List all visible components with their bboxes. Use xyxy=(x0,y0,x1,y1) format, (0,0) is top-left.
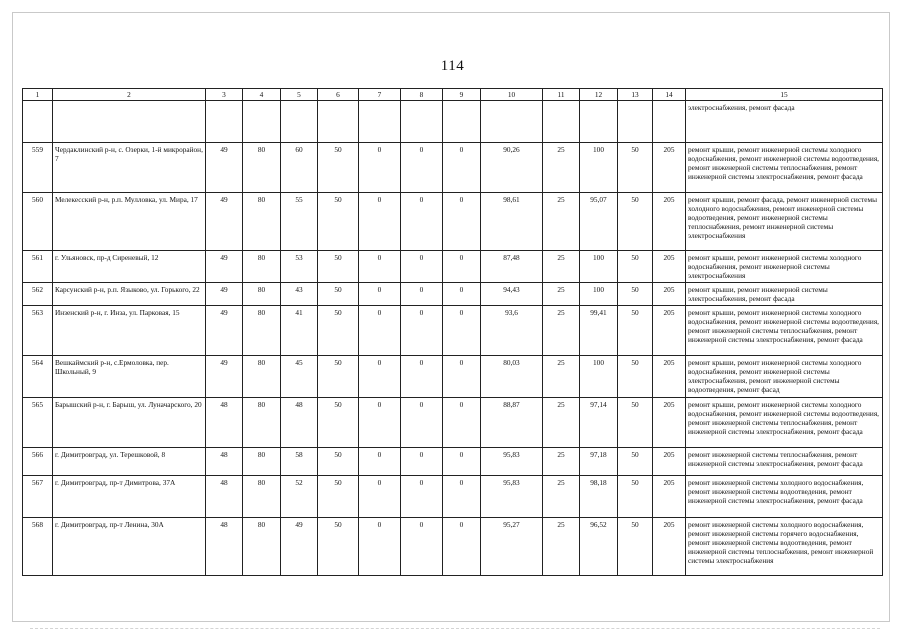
value-cell: 0 xyxy=(359,398,401,448)
value-cell: 80 xyxy=(243,143,281,193)
row-number: 568 xyxy=(23,518,53,576)
row-number: 565 xyxy=(23,398,53,448)
value-cell: 48 xyxy=(206,448,243,476)
value-cell: 205 xyxy=(653,283,686,306)
value-cell: 96,52 xyxy=(580,518,618,576)
value-cell: 25 xyxy=(543,251,580,283)
value-cell: 48 xyxy=(206,518,243,576)
works-cell: ремонт крыши, ремонт инженерной системы холодного водоснабжения, ремонт инженерной системы водоотведения, ремонт инженерной системы теплоснабжения, ремонт инженерной системы электроснабжения, ремонт фасада xyxy=(686,398,883,448)
row-number: 560 xyxy=(23,193,53,251)
works-cell: ремонт инженерной системы теплоснабжения, ремонт инженерной системы электроснабжения, ремонт фасада xyxy=(686,448,883,476)
value-cell: 49 xyxy=(206,193,243,251)
column-number: 5 xyxy=(281,89,318,101)
value-cell: 0 xyxy=(359,476,401,518)
value-cell: 100 xyxy=(580,356,618,398)
value-cell: 80 xyxy=(243,476,281,518)
value-cell: 0 xyxy=(401,356,443,398)
value-cell: 49 xyxy=(206,251,243,283)
table-row xyxy=(23,476,883,518)
row-number: 564 xyxy=(23,356,53,398)
table-row xyxy=(23,251,883,283)
value-cell: 0 xyxy=(401,283,443,306)
row-number: 562 xyxy=(23,283,53,306)
value-cell: 0 xyxy=(443,251,481,283)
value-cell: 50 xyxy=(618,398,653,448)
value-cell: 0 xyxy=(443,476,481,518)
column-number: 15 xyxy=(686,89,883,101)
value-cell: 94,43 xyxy=(481,283,543,306)
value-cell: 50 xyxy=(318,283,359,306)
value-cell: 0 xyxy=(401,143,443,193)
value-cell: 0 xyxy=(401,398,443,448)
table-row xyxy=(23,518,883,576)
row-number: 559 xyxy=(23,143,53,193)
table-row xyxy=(23,398,883,448)
value-cell: 205 xyxy=(653,518,686,576)
column-number: 7 xyxy=(359,89,401,101)
column-number: 12 xyxy=(580,89,618,101)
value-cell: 0 xyxy=(359,306,401,356)
table-row xyxy=(23,143,883,193)
column-number: 11 xyxy=(543,89,580,101)
value-cell: 0 xyxy=(401,518,443,576)
value-cell: 0 xyxy=(359,283,401,306)
value-cell: 0 xyxy=(443,518,481,576)
value-cell: 0 xyxy=(401,306,443,356)
value-cell: 50 xyxy=(318,518,359,576)
value-cell: 95,83 xyxy=(481,448,543,476)
value-cell: 98,18 xyxy=(580,476,618,518)
works-cell: ремонт крыши, ремонт инженерной системы холодного водоснабжения, ремонт инженерной системы водоотведения, ремонт инженерной системы теплоснабжения, ремонт инженерной системы электроснабжения, ремонт фасада xyxy=(686,143,883,193)
works-cell: ремонт крыши, ремонт инженерной системы холодного водоснабжения, ремонт инженерной системы электроснабжения, ремонт инженерной системы водоотведения, ремонт фасад xyxy=(686,356,883,398)
value-cell: 25 xyxy=(543,143,580,193)
value-cell: 205 xyxy=(653,251,686,283)
value-cell: 50 xyxy=(618,193,653,251)
column-number: 13 xyxy=(618,89,653,101)
value-cell: 43 xyxy=(281,283,318,306)
value-cell: 80,03 xyxy=(481,356,543,398)
works-cell: ремонт крыши, ремонт фасада, ремонт инженерной системы холодного водоснабжения, ремонт инженерной системы водоотведения, ремонт инженерной системы теплоснабжения, ремонт инженерной системы электроснабжения xyxy=(686,193,883,251)
value-cell: 80 xyxy=(243,251,281,283)
value-cell: 0 xyxy=(443,398,481,448)
works-cell: ремонт крыши, ремонт инженерной системы холодного водоснабжения, ремонт инженерной системы водоотведения, ремонт инженерной системы теплоснабжения, ремонт инженерной системы электроснабжения, ремонт фасада xyxy=(686,306,883,356)
row-number: 563 xyxy=(23,306,53,356)
column-number: 2 xyxy=(53,89,206,101)
value-cell: 25 xyxy=(543,476,580,518)
value-cell: 205 xyxy=(653,306,686,356)
value-cell: 45 xyxy=(281,356,318,398)
row-number: 567 xyxy=(23,476,53,518)
column-number: 6 xyxy=(318,89,359,101)
value-cell: 50 xyxy=(618,306,653,356)
address-cell: Чердаклинский р-н, с. Озерки, 1-й микрорайон, 7 xyxy=(53,143,206,193)
column-number: 8 xyxy=(401,89,443,101)
value-cell: 25 xyxy=(543,448,580,476)
column-number: 14 xyxy=(653,89,686,101)
value-cell: 55 xyxy=(281,193,318,251)
value-cell: 95,83 xyxy=(481,476,543,518)
row-number: 561 xyxy=(23,251,53,283)
works-cell: электроснабжения, ремонт фасада xyxy=(686,101,883,143)
value-cell: 0 xyxy=(401,251,443,283)
value-cell: 49 xyxy=(281,518,318,576)
table-row xyxy=(23,306,883,356)
table-row xyxy=(23,356,883,398)
value-cell: 25 xyxy=(543,398,580,448)
value-cell: 25 xyxy=(543,306,580,356)
value-cell: 0 xyxy=(443,356,481,398)
value-cell: 205 xyxy=(653,193,686,251)
value-cell: 87,48 xyxy=(481,251,543,283)
table-row xyxy=(23,283,883,306)
value-cell: 0 xyxy=(443,306,481,356)
value-cell: 50 xyxy=(618,448,653,476)
value-cell: 25 xyxy=(543,518,580,576)
document-table xyxy=(22,88,883,576)
value-cell: 50 xyxy=(318,251,359,283)
value-cell: 0 xyxy=(359,356,401,398)
value-cell: 50 xyxy=(318,306,359,356)
address-cell: г. Ульяновск, пр-д Сиреневый, 12 xyxy=(53,251,206,283)
works-cell: ремонт инженерной системы холодного водоснабжения, ремонт инженерной системы горячего водоснабжения, ремонт инженерной системы водоотведения, ремонт инженерной системы теплоснабжения, ремонт инженерной системы электроснабжения xyxy=(686,518,883,576)
value-cell: 80 xyxy=(243,518,281,576)
value-cell: 50 xyxy=(318,398,359,448)
value-cell: 50 xyxy=(318,476,359,518)
address-cell: Мелекесский р-н, р.п. Мулловка, ул. Мира, 17 xyxy=(53,193,206,251)
value-cell: 49 xyxy=(206,356,243,398)
value-cell: 0 xyxy=(443,193,481,251)
value-cell: 99,41 xyxy=(580,306,618,356)
value-cell: 95,27 xyxy=(481,518,543,576)
address-cell: г. Димитровград, пр-т Ленина, 30А xyxy=(53,518,206,576)
value-cell: 41 xyxy=(281,306,318,356)
page-number: 114 xyxy=(440,58,465,74)
value-cell: 48 xyxy=(206,476,243,518)
value-cell: 50 xyxy=(318,143,359,193)
value-cell: 205 xyxy=(653,476,686,518)
column-number: 10 xyxy=(481,89,543,101)
column-number: 1 xyxy=(23,89,53,101)
value-cell: 0 xyxy=(401,476,443,518)
value-cell: 80 xyxy=(243,283,281,306)
value-cell: 100 xyxy=(580,143,618,193)
value-cell: 205 xyxy=(653,143,686,193)
continuation-row xyxy=(23,101,883,143)
value-cell: 25 xyxy=(543,283,580,306)
value-cell: 90,26 xyxy=(481,143,543,193)
value-cell: 52 xyxy=(281,476,318,518)
value-cell: 80 xyxy=(243,398,281,448)
value-cell: 93,6 xyxy=(481,306,543,356)
value-cell: 50 xyxy=(618,283,653,306)
address-cell: Вешкаймский р-н, с.Ермоловка, пер. Школьный, 9 xyxy=(53,356,206,398)
value-cell: 80 xyxy=(243,356,281,398)
value-cell: 100 xyxy=(580,283,618,306)
value-cell: 0 xyxy=(359,448,401,476)
address-cell: г. Димитровград, ул. Терешковой, 8 xyxy=(53,448,206,476)
value-cell: 25 xyxy=(543,193,580,251)
value-cell: 49 xyxy=(206,306,243,356)
column-number: 9 xyxy=(443,89,481,101)
address-cell: Инзенский р-н, г. Инза, ул. Парковая, 15 xyxy=(53,306,206,356)
value-cell: 50 xyxy=(618,518,653,576)
scan-artifact-line xyxy=(30,628,880,629)
value-cell: 95,07 xyxy=(580,193,618,251)
column-number: 3 xyxy=(206,89,243,101)
value-cell: 49 xyxy=(206,143,243,193)
value-cell: 0 xyxy=(401,448,443,476)
column-number: 4 xyxy=(243,89,281,101)
value-cell: 50 xyxy=(318,448,359,476)
value-cell: 0 xyxy=(359,193,401,251)
works-cell: ремонт крыши, ремонт инженерной системы холодного водоснабжения, ремонт инженерной системы электроснабжения xyxy=(686,251,883,283)
value-cell: 50 xyxy=(618,356,653,398)
value-cell: 53 xyxy=(281,251,318,283)
value-cell: 25 xyxy=(543,356,580,398)
value-cell: 98,61 xyxy=(481,193,543,251)
value-cell: 50 xyxy=(618,143,653,193)
value-cell: 48 xyxy=(281,398,318,448)
value-cell: 50 xyxy=(618,476,653,518)
value-cell: 80 xyxy=(243,448,281,476)
table-row xyxy=(23,448,883,476)
value-cell: 48 xyxy=(206,398,243,448)
value-cell: 0 xyxy=(359,143,401,193)
value-cell: 205 xyxy=(653,356,686,398)
address-cell: г. Димитровград, пр-т Димитрова, 37А xyxy=(53,476,206,518)
value-cell: 205 xyxy=(653,398,686,448)
value-cell: 60 xyxy=(281,143,318,193)
value-cell: 100 xyxy=(580,251,618,283)
column-number-row xyxy=(23,89,883,101)
value-cell: 50 xyxy=(618,251,653,283)
works-cell: ремонт инженерной системы холодного водоснабжения, ремонт инженерной системы водоотведения, ремонт инженерной системы электроснабжения, ремонт фасада xyxy=(686,476,883,518)
value-cell: 97,18 xyxy=(580,448,618,476)
value-cell: 80 xyxy=(243,193,281,251)
value-cell: 205 xyxy=(653,448,686,476)
value-cell: 80 xyxy=(243,306,281,356)
row-number: 566 xyxy=(23,448,53,476)
value-cell: 0 xyxy=(443,448,481,476)
value-cell: 0 xyxy=(443,283,481,306)
value-cell: 50 xyxy=(318,356,359,398)
value-cell: 58 xyxy=(281,448,318,476)
value-cell: 49 xyxy=(206,283,243,306)
value-cell: 0 xyxy=(443,143,481,193)
value-cell: 88,87 xyxy=(481,398,543,448)
table-row xyxy=(23,193,883,251)
value-cell: 0 xyxy=(359,518,401,576)
value-cell: 0 xyxy=(359,251,401,283)
value-cell: 0 xyxy=(401,193,443,251)
address-cell: Барышский р-н, г. Барыш, ул. Луначарского, 20 xyxy=(53,398,206,448)
value-cell: 50 xyxy=(318,193,359,251)
works-cell: ремонт крыши, ремонт инженерной системы электроснабжения, ремонт фасада xyxy=(686,283,883,306)
address-cell: Карсунский р-н, р.п. Языково, ул. Горького, 22 xyxy=(53,283,206,306)
value-cell: 97,14 xyxy=(580,398,618,448)
